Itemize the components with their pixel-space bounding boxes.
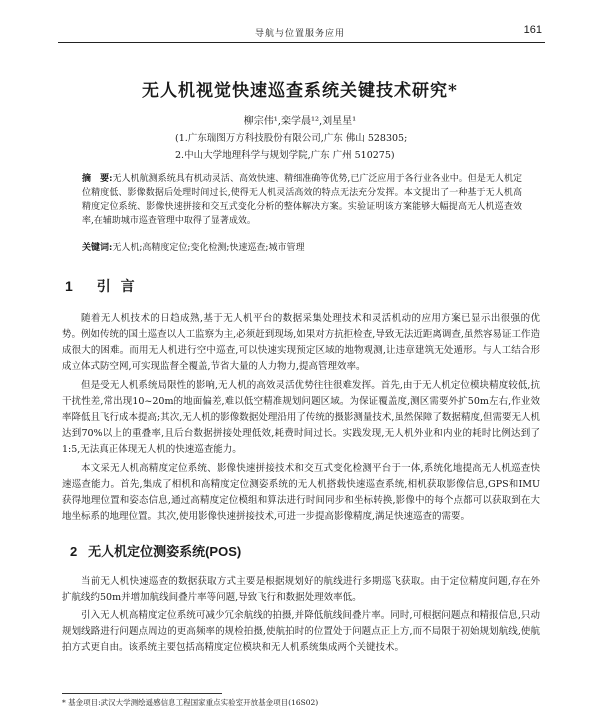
section-1-paragraph-2: 但是受无人机系统局限性的影响,无人机的高效灵活优势往往很难发挥。首先,由于无人机定位模块精度较低,抗干扰性差,常出现10~20m的地面偏差,难以低空精准规划问题区域。为保证覆盖度,测区需要外扩50m左右,作业效率降低且飞行成本提高;其次,无人机的影像数据处理沿用了传统的摄影测量技术,虽然保障了数据精度,但需要无人机达到70%以上的重叠率,且后台数据拼接处理低效,耗费时间过长。实践发现,无人机外业和内业的耗时比例达到了1:5,无法真正体现无人机的快速巡查能力。 bbox=[62, 380, 540, 455]
keywords-text: 无人机;高精度定位;变化检测;快速巡查;城市管理 bbox=[112, 243, 305, 253]
section-2-title: 无人机定位测姿系统(POS) bbox=[88, 544, 242, 559]
footnote-rule bbox=[62, 693, 222, 694]
section-2-paragraph-1: 当前无人机快速巡查的数据获取方式主要是根据规划好的航线进行多期巡飞获取。由于定位精度问题,存在外扩航线约50m并增加航线间叠片率等问题,导致飞行和数据处理效率低。 bbox=[62, 576, 540, 603]
section-2-paragraph-2: 引入无人机高精度定位系统可减少冗余航线的拍摄,并降低航线间叠片率。同时,可根据问题点和精报信息,只动规划线路进行问题点周边的更高频率的规检拍摄,使航拍时的位置处于问题点正上方,而不局限于初始规划航线,使航拍方式更自由。该系统主要包括高精度定位模块和无人机系统集成两个关键技术。 bbox=[62, 610, 540, 653]
authors: 柳宗伟¹,栾学晨¹²,刘星星¹ bbox=[243, 116, 357, 127]
affiliation-2: 2.中山大学地理科学与规划学院,广东 广州 510275) bbox=[175, 150, 395, 161]
section-1-paragraph-3: 本文采无人机高精度定位系统、影像快速拼接技术和交互式变化检测平台于一体,系统化地提高无人机巡查快速巡查能力。首先,集成了相机和高精度定位测姿系统的无人机搭载快速巡查系统,相机获取影像信息,GPS和IMU获得地理位置和姿态信息,通过高精度定位模组和算法进行时间同步和坐标转换,影像中的每个点都可以获取到在大地坐标系的地理位置。其次,使用影像快速拼接技术,可进一步提高影像精度,满足快速巡查的需要。 bbox=[62, 463, 540, 522]
keywords bbox=[82, 240, 522, 253]
page-number: 161 bbox=[523, 24, 542, 36]
abstract-label: 摘 要: bbox=[82, 174, 113, 184]
abstract bbox=[82, 172, 522, 228]
affiliation-1: (1.广东瑞图万方科技股份有限公司,广东 佛山 528305; bbox=[175, 133, 408, 144]
paper-title: 无人机视觉快速巡查系统关键技术研究* bbox=[142, 81, 458, 101]
header-rule bbox=[58, 42, 545, 43]
section-1-title: 引言 bbox=[96, 278, 145, 294]
section-1-number: 1 bbox=[65, 278, 83, 294]
abstract-text: 无人机航测系统具有机动灵活、高效快速、精细准确等优势,已广泛应用于各行业各业中。但是无人机定位精度低、影像数据后处理时间过长,使得无人机灵活高效的特点无法充分发挥。本文提出了一种基于无人机高精度定位系统、影像快速拼接和交互式变化分析的整体解决方案。实验证明该方案能够大幅提高无人机巡查效率,在辅助城市巡查管理中取得了显著成效。 bbox=[82, 174, 522, 226]
keywords-label: 关键词: bbox=[82, 243, 113, 253]
section-2-heading bbox=[70, 541, 241, 560]
section-1-heading bbox=[65, 276, 145, 296]
section-1-paragraph-1: 随着无人机技术的日趋成熟,基于无人机平台的数据采集处理技术和灵活机动的应用方案已显示出很强的优势。例如传统的国土巡查以人工监察为主,必须赶到现场,如果对方抗拒检查,导致无法近距离调查,虽然容易证工作造成很大的困难。而用无人机进行空中巡查,可以快速实现预定区域的地物观测,让违章建筑无处遁形。与人工结合形成立体式防空网,可实现监督全覆盖,节省大量的人力物力,提高管理效率。 bbox=[62, 313, 540, 372]
footnote: * 基金项目:武汉大学测绘遥感信息工程国家重点实验室开放基金项目(16S02) bbox=[62, 698, 319, 707]
section-2-number: 2 bbox=[70, 544, 78, 559]
running-header: 导航与位置服务应用 bbox=[254, 29, 345, 39]
